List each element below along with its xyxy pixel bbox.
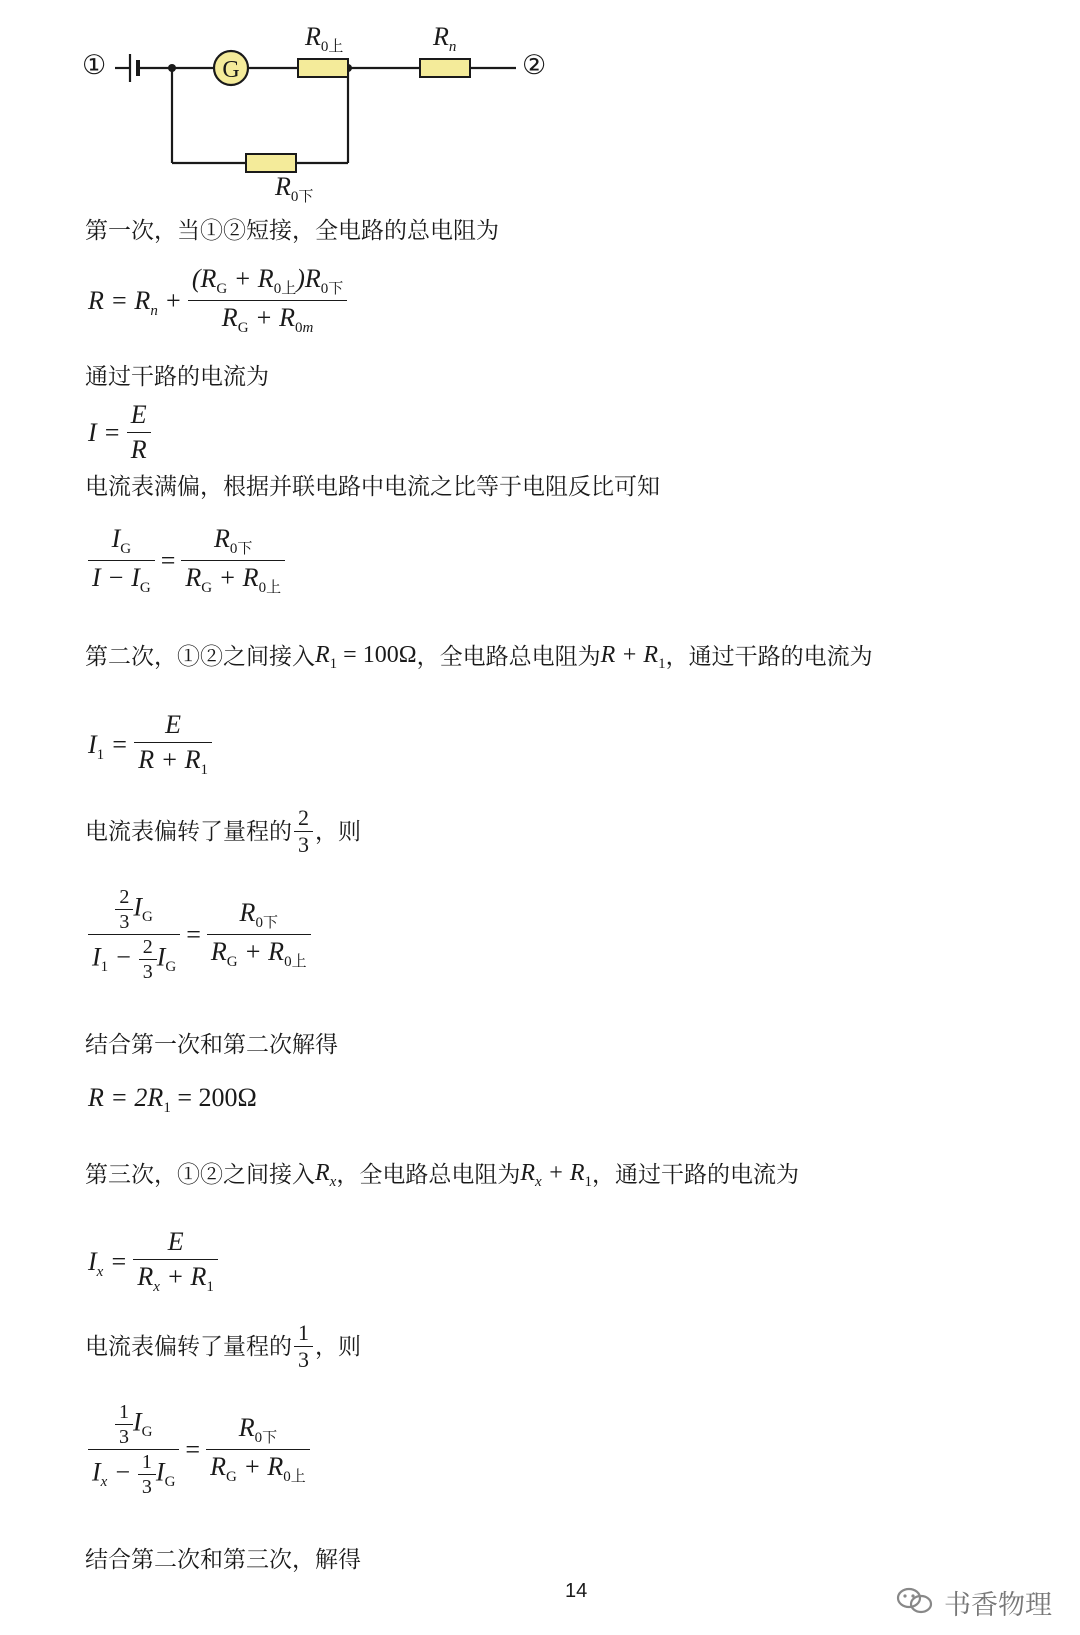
watermark: 书香物理 — [944, 1590, 1052, 1621]
equation-total-resistance: $R = R_n$ + $\frac{(R_G + R_{0上})R_{0下}}{R_G + R_{0m}}$ — [88, 262, 347, 339]
text-line-6: 结合第一次和第二次解得 — [85, 1032, 338, 1058]
terminal-1-label: ① — [82, 50, 107, 80]
rn-label: $R_n$ — [433, 22, 457, 55]
r0-down-label: $R_{0下}$ — [275, 172, 314, 205]
resistor-rn — [420, 59, 470, 77]
wechat-icon — [895, 1585, 935, 1617]
galvanometer — [214, 51, 248, 85]
terminal-2-label: ② — [522, 50, 547, 80]
equation-ratio-2: $\frac{2}{3}$ $I_G$ $I_1$ − $\frac{2}{3}$ $I_G$ = $\frac{R_{0下}}{R_G + R_{0上}}$ — [88, 885, 311, 984]
text-line-2: 通过干路的电流为 — [85, 364, 269, 390]
text-line-4: 第二次，①②之间接入 $R_1 = 100\Omega$ ，全电路总电阻为 $R + R_1$ ，通过干路的电流为 — [85, 642, 873, 672]
r0-up-label: $R_{0上}$ — [305, 22, 344, 55]
resistor-r0-down — [246, 154, 296, 172]
text-line-8: 电流表偏转了量程的 $\frac{1}{3}$ ，则 — [85, 1320, 361, 1372]
equation-ratio-3: $\frac{1}{3}$ $I_G$ $I_x$ − $\frac{1}{3}$ $I_G$ = $\frac{R_{0下}}{R_G + R_{0上}}$ — [88, 1400, 310, 1499]
resistor-r0-up — [298, 59, 348, 77]
text-line-3: 电流表满偏，根据并联电路中电流之比等于电阻反比可知 — [85, 474, 660, 500]
equation-current-i1: $I_1$ = $\frac{E}{R + R_1}$ — [88, 708, 212, 781]
equation-ratio-1: $\frac{I_G}{I - I_G}$ = $\frac{R_{0下}}{R_G + R_{0上}}$ — [88, 522, 285, 599]
equation-current-ix: $I_x$ = $\frac{E}{R_x + R_1}$ — [88, 1225, 218, 1298]
text-line-7: 第三次，①②之间接入 $R_x$ ，全电路总电阻为 $R_x + R_1$ ，通过干路的电流为 — [85, 1160, 800, 1190]
text-line-5: 电流表偏转了量程的 $\frac{2}{3}$ ，则 — [85, 805, 361, 857]
galvanometer-label: G — [222, 57, 240, 83]
text-line-1: 第一次，当①②短接，全电路的总电阻为 — [85, 218, 499, 244]
equation-r-value: $R = 2R_1 = 200\Omega$ — [88, 1083, 257, 1116]
page-number: 14 — [565, 1580, 588, 1602]
text-line-9: 结合第二次和第三次，解得 — [85, 1547, 361, 1573]
equation-current-i: I = $\frac{E}{R}$ — [88, 398, 151, 467]
